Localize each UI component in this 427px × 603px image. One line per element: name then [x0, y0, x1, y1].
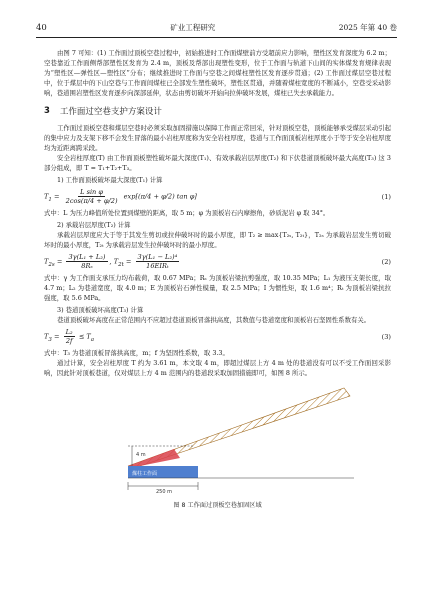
- section-heading: [44, 105, 391, 117]
- equation-2-body: $T_{2s}$ = $\frac{\text{3γ(L₁ + L₂)}}{\text{8Rₛ}}$ , $T_{2t}$ = $\frac{\text{3γ(L₁ − L₂)⁴}}{\text{16EIRₜ}}$: [44, 253, 178, 270]
- figure-caption: 图 8 工作面过顶板空巷加固区域: [173, 502, 262, 509]
- equation-3-number: (3): [381, 332, 391, 341]
- label-coal: 煤柱工作面: [132, 471, 158, 477]
- section-title: 工作面过空巷支护方案设计: [59, 107, 162, 117]
- journal-name: 矿业工程研究: [170, 23, 216, 32]
- equation-2-number: (2): [381, 257, 391, 266]
- paragraph-where-3: 式中：T₃ 为巷道顶板冒落拱高度，m；f 为坚固性系数，取 3.3。: [44, 349, 229, 357]
- page-header: [36, 22, 397, 38]
- article-body: [44, 48, 391, 509]
- label-width: 250 m: [156, 489, 173, 494]
- equation-3: [44, 328, 391, 345]
- paragraph-intro: 工作面过顶板空巷和煤层空巷时必须采取加固措施以保障工作面正常回采，针对顶板空巷，顶板能够承受煤层采动引起的集中应力及支架下移不会发生冒落的最小岩柱厚度称为安全岩柱厚度，巷道与工作面顶板岩柱厚度小于等于安全岩柱厚度均为近距离跨采段。: [44, 124, 391, 152]
- equation-1-body: $T_1$ = $\frac{\text{L sin φ}}{2\cos(\pi/4 + \varphi/2)}$ exp[(π/4 + φ/2) tan φ]: [44, 188, 197, 205]
- paragraph-where-2: 式中：γ 为工作面支承压力均布载荷，取 0.67 MPa；Rₛ 为顶板岩梁抗剪强度，取 10.35 MPa；L₁ 为液压支架长度，取 4.7 m；L₂ 为巷道宽度，取 4.0 m；E 为顶板岩石弹性模量，取 2.5 MPa；I 为惯性矩，取 1.6 m⁴；Rₜ 为顶板岩梁抗拉强度，取 5.6 MPa。: [44, 274, 391, 302]
- subheading-t2: 2) 承载岩层厚度(T₂) 计算: [57, 221, 131, 229]
- page-number: 40: [36, 22, 47, 33]
- figure-8-diagram: [44, 382, 391, 494]
- subheading-t1: 1) 工作面顶板破坏最大深度(T₁) 计算: [57, 176, 163, 184]
- paragraph-conclusion: 通过计算，安全岩柱厚度 T 约为 3.61 m，本文取 4 m，即超过煤层上方 4 m 处的巷道没有可以不受工作面回采影响，因此针对顶板巷道，仅对煤层上方 4 m 范围内的巷道段采取加固措施即可，如图 8 所示。: [44, 359, 391, 377]
- equation-2: [44, 253, 391, 270]
- paragraph-safe-thickness: 安全岩柱厚度(T) 由工作面顶板塑性破坏最大深度(T₁)、有效承载岩层厚度(T₂) 和下伏巷道顶板破坏最大高度(T₃) 这 3 部分组成，即 T = T₁+T₂+T₃。: [44, 154, 391, 172]
- label-4m: 4 m: [136, 452, 146, 458]
- figure-8: [44, 382, 391, 509]
- equation-1: [44, 188, 391, 205]
- subheading-t3: 3) 巷道顶板破坏高度(T₃) 计算: [57, 306, 144, 314]
- paragraph-where-1: 式中：L 为压力峰值所处位置到煤壁的距离，取 5 m；φ 为顶板岩石内摩擦角，砂质泥岩 φ 取 34°。: [44, 209, 330, 217]
- journal-volume: 2025 年第 40 卷: [338, 23, 397, 32]
- paragraph-result: 由图 7 可知：(1) 工作面过顶板空巷过程中，初始推进时工作面煤壁前方受超前应力影响，塑性区发育深度为 6.2 m；空巷靠近工作面侧帮部塑性区发育为 2.4 m，顶板及帮部出现塑性变形，位于工作面与轨道下山间的实体煤发育规律表现为“塑性区—弹性区—塑性区”分布；继续推进时工作面与空巷之间煤柱塑性区发育逐步贯通；(2) 工作面过煤层空巷过程中，位于煤层中的下山空巷与工作面间煤柱已全部发生塑性破坏，塑性区贯通，并随着煤柱宽度的不断减小，空巷受采动影响，巷道围岩塑性区发育逐步向深部延伸，状态由剪切破坏开始向拉伸破坏发展，煤柱已失去承载能力。: [44, 49, 391, 97]
- equation-3-body: $T_3$ = $\frac{\text{L₂}}{2f}$ ≤ $T_a$: [44, 328, 95, 345]
- section-number: 3: [44, 106, 50, 116]
- paragraph-bearing-layer: 承载岩层厚度应大于等于其发生剪切或拉伸破坏时的最小厚度，即 T₂ ≥ max{T₂ₛ, T₂ₜ}，T₂ₛ 为承载岩层发生剪切破坏时的最小厚度，T₂ₜ 为承载岩层发生拉伸破坏时的最小厚度。: [44, 231, 391, 249]
- paragraph-roof-height: 巷道顶板破坏高度在正常范围内不应超过巷道顶板冒落拱高度，其数值与巷道宽度和顶板岩石坚固性系数有关。: [57, 316, 371, 324]
- equation-1-number: (1): [381, 192, 391, 201]
